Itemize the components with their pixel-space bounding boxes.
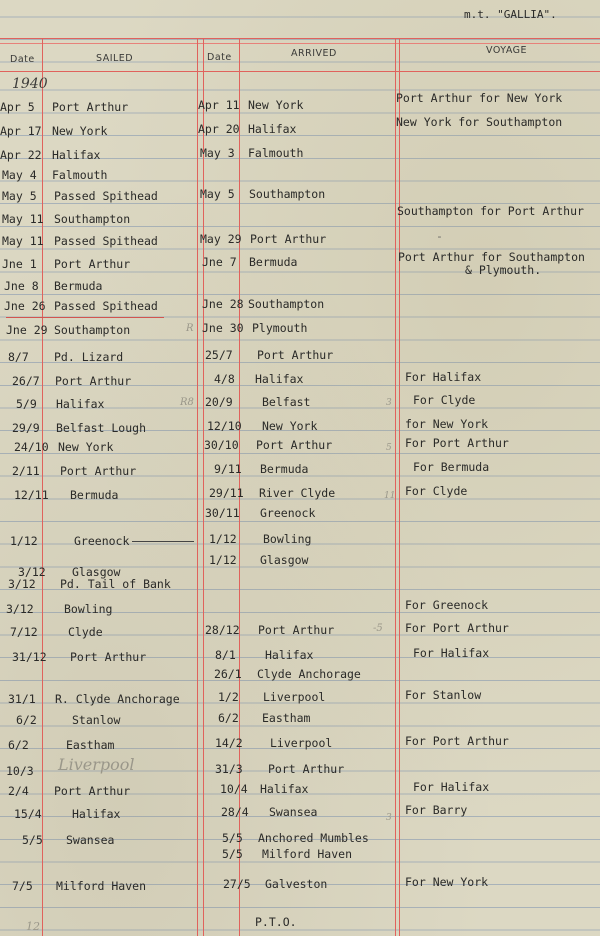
header-arrived: ARRIVED [291, 48, 337, 59]
voyage-destination: For Halifax [413, 780, 490, 794]
arrived-date: 30/10 [204, 438, 239, 452]
arrived-port: Port Arthur [268, 762, 345, 776]
sailed-port: Bermuda [54, 279, 103, 293]
arrived-port: Halifax [248, 122, 297, 136]
voyage-note: Port Arthur for New York [396, 91, 563, 105]
voyage-destination: For Port Arthur [405, 621, 509, 635]
sailed-port: Pd. Lizard [54, 350, 124, 364]
voyage-destination: For New York [405, 875, 489, 889]
arrived-port: Liverpool [263, 690, 326, 704]
voyage-destination: For Clyde [405, 484, 468, 498]
arrived-date: 29/11 [209, 486, 244, 500]
sailed-date: 5/5 [22, 833, 43, 847]
voyage-destination: For Bermuda [413, 460, 490, 474]
voyage-destination: For Clyde [413, 393, 476, 407]
arrived-port: Clyde Anchorage [257, 667, 361, 681]
sailed-date: 6/2 [8, 738, 29, 752]
sailed-date: Jne 29 [6, 323, 48, 337]
column-divider-1 [42, 38, 43, 936]
sailed-date: Apr 22 [0, 148, 42, 162]
arrived-date: 28/12 [205, 623, 240, 637]
arrived-date: 31/3 [215, 762, 243, 776]
header-voyage: VOYAGE [486, 45, 528, 56]
year-label: 1940 [12, 76, 48, 92]
sailed-port: Port Arthur [60, 464, 137, 478]
arrived-date: 27/5 [223, 877, 251, 891]
voyage-destination: for New York [405, 417, 489, 431]
sailed-date: Jne 8 [4, 279, 39, 293]
pencil-note: Liverpool [58, 755, 135, 774]
sailed-date: 3/12 [8, 577, 36, 591]
arrived-port: Milford Haven [262, 847, 353, 861]
arrived-port: Southampton [248, 297, 325, 311]
arrived-port: Glasgow [260, 553, 309, 567]
sailed-date: 29/9 [12, 421, 40, 435]
sailed-port: Swansea [66, 833, 115, 847]
sailed-date: Jne 1 [2, 257, 37, 271]
sailed-port: Southampton [54, 323, 131, 337]
header-date-arrived: Date [207, 52, 232, 63]
arrived-port: Port Arthur [258, 623, 335, 637]
arrived-port: Galveston [265, 877, 328, 891]
arrived-port: Eastham [262, 711, 311, 725]
arrived-date: Jne 7 [202, 255, 237, 269]
sailed-port: Port Arthur [70, 650, 147, 664]
arrived-date: Apr 20 [198, 122, 240, 136]
sailed-port: New York [58, 440, 114, 454]
sailed-port: Bowling [64, 602, 113, 616]
sailed-date: Apr 17 [0, 124, 42, 138]
voyage-note: - [436, 229, 443, 243]
voyage-destination: For Barry [405, 803, 468, 817]
sailed-port: R. Clyde Anchorage [55, 692, 180, 706]
voyage-destination: For Halifax [405, 370, 482, 384]
margin-note: 5 [386, 443, 392, 453]
sailed-port: Glasgow [72, 565, 121, 579]
arrived-port: New York [248, 98, 304, 112]
sailed-port: Halifax [72, 807, 121, 821]
voyage-note: & Plymouth. [465, 263, 542, 277]
arrived-port: Bowling [263, 532, 312, 546]
sailed-date: 3/12 [18, 565, 46, 579]
arrived-date: 5/5 [222, 847, 243, 861]
arrived-date: Jne 30 [202, 321, 244, 335]
arrived-date: 6/2 [218, 711, 239, 725]
header-bottom-rule [0, 71, 600, 72]
arrived-date: Apr 11 [198, 98, 240, 112]
sailed-date: 3/12 [6, 602, 34, 616]
sailed-port: Passed Spithead [54, 299, 158, 313]
sailed-port: Port Arthur [55, 374, 132, 388]
sailed-port: Pd. Tail of Bank [60, 577, 171, 591]
voyage-destination: For Port Arthur [405, 734, 509, 748]
arrived-date: May 29 [200, 232, 242, 246]
sailed-port: Halifax [56, 397, 105, 411]
arrived-date: 8/1 [215, 648, 236, 662]
sailed-date: 2/4 [8, 784, 29, 798]
margin-note: 3 [386, 398, 392, 408]
arrived-date: 9/11 [214, 462, 242, 476]
voyage-note: Port Arthur for Southampton [398, 250, 585, 264]
red-underline [6, 317, 164, 318]
sailed-date: 7/5 [12, 879, 33, 893]
sailed-port: Port Arthur [52, 100, 129, 114]
margin-note: 3 [386, 813, 392, 823]
sailed-date: May 11 [2, 212, 44, 226]
sailed-port: Halifax [52, 148, 101, 162]
sailed-date: 24/10 [14, 440, 49, 454]
sailed-date: 12/11 [14, 488, 49, 502]
arrived-port: Halifax [255, 372, 304, 386]
column-divider-4 [395, 38, 396, 936]
arrived-port: River Clyde [259, 486, 336, 500]
sailed-port: Milford Haven [56, 879, 147, 893]
sailed-port: Passed Spithead [54, 189, 158, 203]
dash-line [132, 541, 194, 542]
arrived-date: 10/4 [220, 782, 248, 796]
sailed-date: 5/9 [16, 397, 37, 411]
arrived-port: Belfast [262, 395, 311, 409]
arrived-date: 25/7 [205, 348, 233, 362]
header-top-rule-2 [0, 43, 600, 44]
sailed-date: 8/7 [8, 350, 29, 364]
voyage-destination: For Stanlow [405, 688, 482, 702]
sailed-port: New York [52, 124, 108, 138]
arrived-date: 20/9 [205, 395, 233, 409]
arrived-date: Jne 28 [202, 297, 244, 311]
sailed-port: Eastham [66, 738, 115, 752]
margin-note: R8 [180, 397, 194, 408]
sailed-date: 31/1 [8, 692, 36, 706]
arrived-date: 1/12 [209, 553, 237, 567]
voyage-destination: For Greenock [405, 598, 489, 612]
arrived-date: 30/11 [205, 506, 240, 520]
header-date-sailed: Date [10, 54, 35, 65]
arrived-port: Port Arthur [250, 232, 327, 246]
sailed-date: May 11 [2, 234, 44, 248]
sailed-date: 6/2 [16, 713, 37, 727]
vessel-name: m.t. "GALLIA". [464, 8, 557, 21]
arrived-date: May 3 [200, 146, 235, 160]
arrived-port: Bermuda [249, 255, 298, 269]
sailed-port: Passed Spithead [54, 234, 158, 248]
sailed-date: 15/4 [14, 807, 42, 821]
arrived-date: 1/2 [218, 690, 239, 704]
arrived-date: 4/8 [214, 372, 235, 386]
header-sailed: SAILED [96, 53, 134, 64]
arrived-port: Swansea [269, 805, 318, 819]
page-number: 12 [26, 920, 40, 933]
arrived-date: 26/1 [214, 667, 242, 681]
arrived-port: Southampton [249, 187, 326, 201]
voyage-destination: For Port Arthur [405, 436, 509, 450]
arrived-port: Greenock [260, 506, 316, 520]
voyage-destination: For Halifax [413, 646, 490, 660]
margin-note: R [186, 323, 194, 334]
arrived-port: Anchored Mumbles [258, 831, 369, 845]
arrived-port: Halifax [265, 648, 314, 662]
arrived-port: Liverpool [270, 736, 333, 750]
arrived-date: 1/12 [209, 532, 237, 546]
arrived-date: 5/5 [222, 831, 243, 845]
sailed-port: Bermuda [70, 488, 119, 502]
sailed-date: 31/12 [12, 650, 47, 664]
sailed-date: 7/12 [10, 625, 38, 639]
sailed-date: 26/7 [12, 374, 40, 388]
sailed-port: Port Arthur [54, 784, 131, 798]
sailed-date: Apr 5 [0, 100, 35, 114]
sailed-port: Belfast Lough [56, 421, 147, 435]
arrived-date: May 5 [200, 187, 235, 201]
sailed-port: Stanlow [72, 713, 121, 727]
arrived-port: Halifax [260, 782, 309, 796]
sailed-date: May 4 [2, 168, 37, 182]
arrived-port: Falmouth [248, 146, 304, 160]
column-divider-2 [197, 38, 198, 936]
arrived-port: Port Arthur [256, 438, 333, 452]
sailed-date: 10/3 [6, 764, 34, 778]
pto-label: P.T.O. [255, 915, 297, 929]
voyage-note: Southampton for Port Arthur [397, 204, 584, 218]
arrived-port: New York [262, 419, 318, 433]
margin-note: 11 [384, 491, 396, 501]
sailed-port: Greenock [74, 534, 130, 548]
voyage-note: New York for Southampton [396, 115, 563, 129]
sailed-port: Port Arthur [54, 257, 131, 271]
arrived-port: Port Arthur [257, 348, 334, 362]
column-divider-4b [399, 38, 400, 936]
sailed-date: 2/11 [12, 464, 40, 478]
sailed-date: May 5 [2, 189, 37, 203]
sailed-port: Clyde [68, 625, 103, 639]
header-top-rule [0, 38, 600, 39]
sailed-port: Falmouth [52, 168, 108, 182]
arrived-port: Plymouth [252, 321, 308, 335]
sailed-port: Southampton [54, 212, 131, 226]
sailed-date: Jne 26 [4, 299, 46, 313]
arrived-date: 12/10 [207, 419, 242, 433]
sailed-date: 1/12 [10, 534, 38, 548]
arrived-date: 28/4 [221, 805, 249, 819]
column-divider-2b [203, 38, 204, 936]
arrived-date: 14/2 [215, 736, 243, 750]
margin-note: -5 [373, 623, 383, 634]
arrived-port: Bermuda [260, 462, 309, 476]
